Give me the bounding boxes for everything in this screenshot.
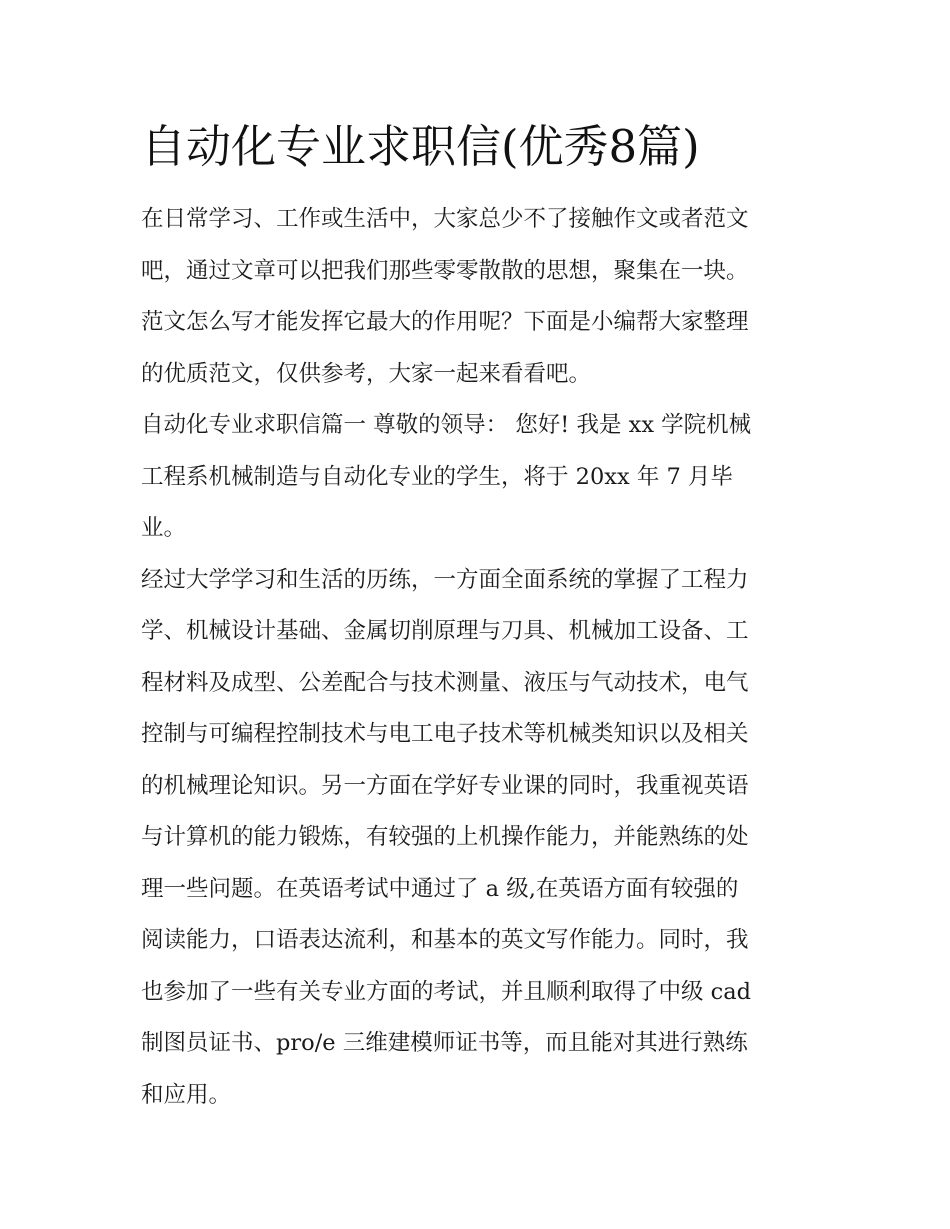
body-line: 程材料及成型、公差配合与技术测量、液压与气动技术，电气 (141, 669, 749, 696)
intro-line: 在日常学习、工作或生活中，大家总少不了接触作文或者范文 (141, 206, 749, 232)
intro-line: 吧，通过文章可以把我们那些零零散散的思想，聚集在一块。 (141, 257, 749, 284)
intro-line: 范文怎么写才能发挥它最大的作用呢？下面是小编帮大家整理 (141, 309, 749, 335)
document-content (141, 112, 816, 1121)
body-line: 和应用。 (141, 1081, 232, 1108)
section-1-paragraph (141, 400, 816, 555)
body-line: 经过大学学习和生活的历练，一方面全面系统的掌握了工程力 (141, 566, 749, 593)
body-line: 的机械理论知识。另一方面在学好专业课的同时，我重视英语 (141, 772, 749, 799)
body-line: 制图员证书、pro/e 三维建模师证书等，而且能对其进行熟练 (141, 1030, 748, 1056)
body-line: 学、机械设计基础、金属切削原理与刀具、机械加工设备、工 (141, 618, 749, 644)
body-line: 阅读能力，口语表达流利，和基本的英文写作能力。同时，我 (141, 927, 749, 953)
title-block (141, 112, 816, 194)
body-paragraph (141, 555, 816, 1122)
document-title: 自动化专业求职信(优秀8篇) (141, 120, 700, 173)
section-1-line: 自动化专业求职信篇一 尊敬的领导： 您好! 我是 xx 学院机械 (141, 412, 752, 438)
intro-paragraph (141, 194, 816, 400)
body-line: 理一些问题。在英语考试中通过了 a 级,在英语方面有较强的 (141, 875, 739, 902)
body-line: 也参加了一些有关专业方面的考试，并且顺利取得了中级 cad (141, 978, 752, 1005)
body-line: 与计算机的能力锻炼，有较强的上机操作能力，并能熟练的处 (141, 824, 749, 850)
body-line: 控制与可编程控制技术与电工电子技术等机械类知识以及相关 (141, 721, 749, 747)
section-1-line: 业。 (141, 515, 187, 541)
intro-line: 的优质范文，仅供参考，大家一起来看看吧。 (141, 360, 592, 387)
section-1-line: 工程系机械制造与自动化专业的学生，将于 20xx 年 7 月毕 (141, 463, 733, 490)
